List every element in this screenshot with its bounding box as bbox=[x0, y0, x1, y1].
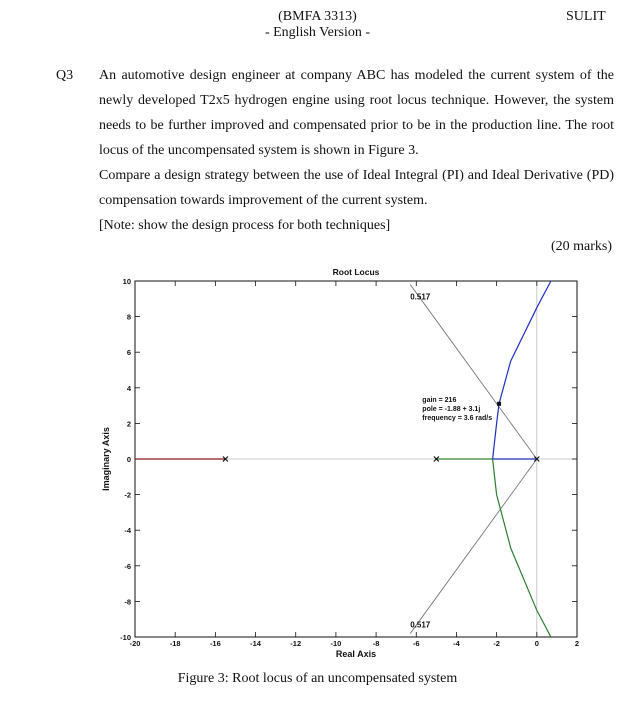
document-code: (BMFA 3313) bbox=[278, 9, 357, 24]
selected-point-marker bbox=[497, 402, 501, 406]
y-tick-label: -2 bbox=[124, 490, 131, 500]
x-tick-label: -4 bbox=[453, 639, 460, 648]
y-tick-label: 8 bbox=[126, 312, 131, 322]
y-tick-label: -4 bbox=[124, 526, 131, 536]
x-tick-label: -2 bbox=[493, 639, 500, 648]
x-tick-label: -6 bbox=[412, 639, 420, 648]
root-locus-chart bbox=[95, 262, 615, 662]
y-tick-label: -10 bbox=[120, 633, 131, 642]
y-tick-label: -8 bbox=[124, 597, 131, 607]
y-tick-label: 4 bbox=[126, 383, 131, 393]
y-tick-label: -6 bbox=[124, 561, 131, 571]
x-axis-label: Real Axis bbox=[335, 649, 377, 659]
x-tick-label: 2 bbox=[574, 639, 580, 648]
x-tick-label: -14 bbox=[250, 639, 261, 648]
x-tick-label: -12 bbox=[290, 639, 302, 648]
y-axis-label: Imaginary Axis bbox=[101, 427, 111, 491]
marks-label: (20 marks) bbox=[550, 239, 612, 254]
datatip-pole: pole = -1.88 + 3.1j bbox=[422, 405, 481, 413]
question-paragraph-1: An automotive design engineer at company ABC has modeled the current system of the newly developed T2x5 hydrogen engine using root locus technique. However, the system needs to be further improved and compensated prior to be in the production line. The root locus of the uncompensated system is shown in Figure 3. bbox=[99, 68, 614, 158]
x-tick-label: -10 bbox=[330, 639, 342, 648]
damping-label-lower: 0.517 bbox=[410, 620, 431, 630]
chart-title: Root Locus bbox=[332, 267, 380, 277]
question-note: [Note: show the design process for both techniques] bbox=[99, 218, 391, 233]
question-paragraph-2: Compare a design strategy between the use of Ideal Integral (PI) and Ideal Derivative (PD) compensation towards improvement of the current system. bbox=[99, 168, 614, 208]
y-tick-label: 10 bbox=[122, 277, 131, 286]
damping-label-upper: 0.517 bbox=[410, 292, 431, 302]
x-tick-label: 0 bbox=[534, 639, 539, 648]
figure-caption: Figure 3: Root locus of an uncompensated system bbox=[177, 671, 458, 686]
x-tick-label: -16 bbox=[209, 639, 221, 648]
question-number: Q3 bbox=[56, 68, 74, 83]
document-version: - English Version - bbox=[264, 25, 371, 40]
y-tick-label: 2 bbox=[126, 419, 131, 429]
x-tick-label: -8 bbox=[372, 639, 380, 648]
y-tick-label: 6 bbox=[126, 348, 131, 358]
x-tick-label: -20 bbox=[129, 639, 141, 648]
classification-label: SULIT bbox=[566, 9, 606, 24]
x-tick-label: -18 bbox=[169, 639, 181, 648]
y-tick-label: 0 bbox=[126, 455, 131, 464]
datatip-frequency: frequency = 3.6 rad/s bbox=[422, 414, 493, 422]
datatip-gain: gain = 216 bbox=[422, 396, 457, 404]
